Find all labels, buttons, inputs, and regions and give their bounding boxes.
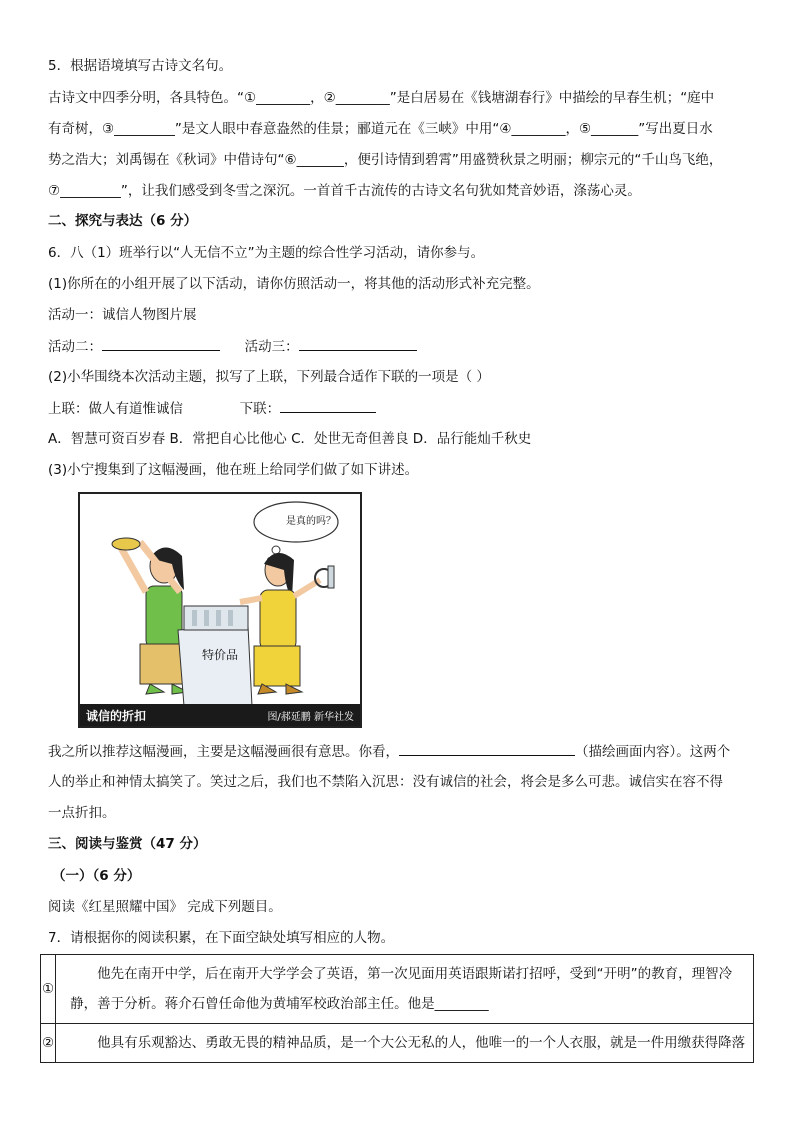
comic-title: 诚信的折扣 (86, 709, 147, 723)
paragraph-text: 我之所以推荐这幅漫画，主要是这幅漫画很有意思。你看， (48, 744, 399, 760)
q5-line: 势之浩大；刘禹锡在《秋词》中借诗句“⑥_______，便引诗情到碧霄”用盛赞秋景之明丽；柳宗元的“千山鸟飞绝， (48, 152, 723, 168)
paragraph-text: （描绘画面内容）。这两个 (575, 744, 731, 760)
comic-paragraph-line (48, 741, 730, 762)
activity-two-blank[interactable] (102, 336, 220, 351)
upper-couplet: 上联：做人有道惟诚信 (48, 401, 183, 417)
q7-table (40, 954, 754, 1063)
row-number: ① (41, 955, 56, 1024)
couplet-row (48, 398, 376, 419)
q6-sub1: (1)你所在的小组开展了以下活动，请你仿照活动一，将其他的活动形式补充完整。 (48, 276, 540, 292)
q6-intro: 6．八（1）班举行以“人无信不立”为主题的综合性学习活动，请你参与。 (48, 245, 485, 261)
section-heading: 二、探究与表达（6 分） (48, 213, 198, 229)
comic-credit: 图/郝延鹏 新华社发 (267, 712, 354, 723)
row-text: 他先在南开中学，后在南开大学学会了英语，第一次见面用英语跟斯诺打招呼，受到“开明”的教育，理智冷静，善于分析。蒋介石曾任命他为黄埔军校政治部主任。他是________ (56, 955, 754, 1024)
activity-row (48, 336, 417, 357)
table-row (41, 1024, 754, 1063)
sale-sign-text: 特价品 (202, 648, 239, 662)
activity-three-label: 活动三： (244, 339, 299, 355)
row-text: 他具有乐观豁达、勇敢无畏的精神品质，是一个大公无私的人，他唯一的一个人衣服，就是一件用缴获得降落 (56, 1024, 754, 1063)
q5-line: 古诗文中四季分明，各具特色。“①________，②________”是白居易在《钱塘湖春行》中描绘的早春生机；“庭中 (48, 90, 715, 106)
section-heading: 三、阅读与鉴赏（47 分） (48, 836, 207, 852)
speech-bubble-text: 是真的吗？ (286, 516, 336, 527)
comic-paragraph-line: 一点折扣。 (48, 805, 116, 821)
q6-options: A．智慧可资百岁春 B．常把自心比他心 C．处世无奇但善良 D．品行能灿千秋史 (48, 431, 532, 447)
q5-line: 有奇树，③_________”是文人眼中春意盎然的佳景；郦道元在《三峡》中用“④________，⑤_______”写出夏日水 (48, 121, 713, 137)
activity-three-blank[interactable] (299, 336, 417, 351)
comic-description-blank[interactable] (399, 741, 575, 756)
comic-caption-bar (80, 704, 360, 726)
q7-title: 7．请根据你的阅读积累，在下面空缺处填写相应的人物。 (48, 930, 395, 946)
q6-sub3: (3)小宁搜集到了这幅漫画，他在班上给同学们做了如下讲述。 (48, 462, 419, 478)
q5-title: 5．根据语境填写古诗文名句。 (48, 58, 233, 74)
lower-couplet-blank[interactable] (280, 398, 376, 413)
reading-instruction: 阅读《红星照耀中国》 完成下列题目。 (48, 899, 282, 915)
table-row (41, 955, 754, 1024)
comic-image (78, 492, 362, 728)
q5-line: ⑦_________”，让我们感受到冬雪之深沉。一首首千古流传的古诗文名句犹如梵音妙语，涤荡心灵。 (48, 183, 641, 199)
activity-one: 活动一：诚信人物图片展 (48, 307, 197, 323)
lower-couplet-label: 下联： (239, 401, 281, 417)
activity-two-label: 活动二： (48, 339, 102, 355)
row-number: ② (41, 1024, 56, 1063)
comic-paragraph-line: 人的举止和神情太搞笑了。笑过之后，我们也不禁陷入沉思：没有诚信的社会，将会是多么可悲。诚信实在容不得 (48, 774, 723, 790)
q6-sub2: (2)小华围绕本次活动主题，拟写了上联，下列最合适作下联的一项是（ ） (48, 369, 490, 385)
part-heading: （一）（6 分） (52, 868, 141, 884)
